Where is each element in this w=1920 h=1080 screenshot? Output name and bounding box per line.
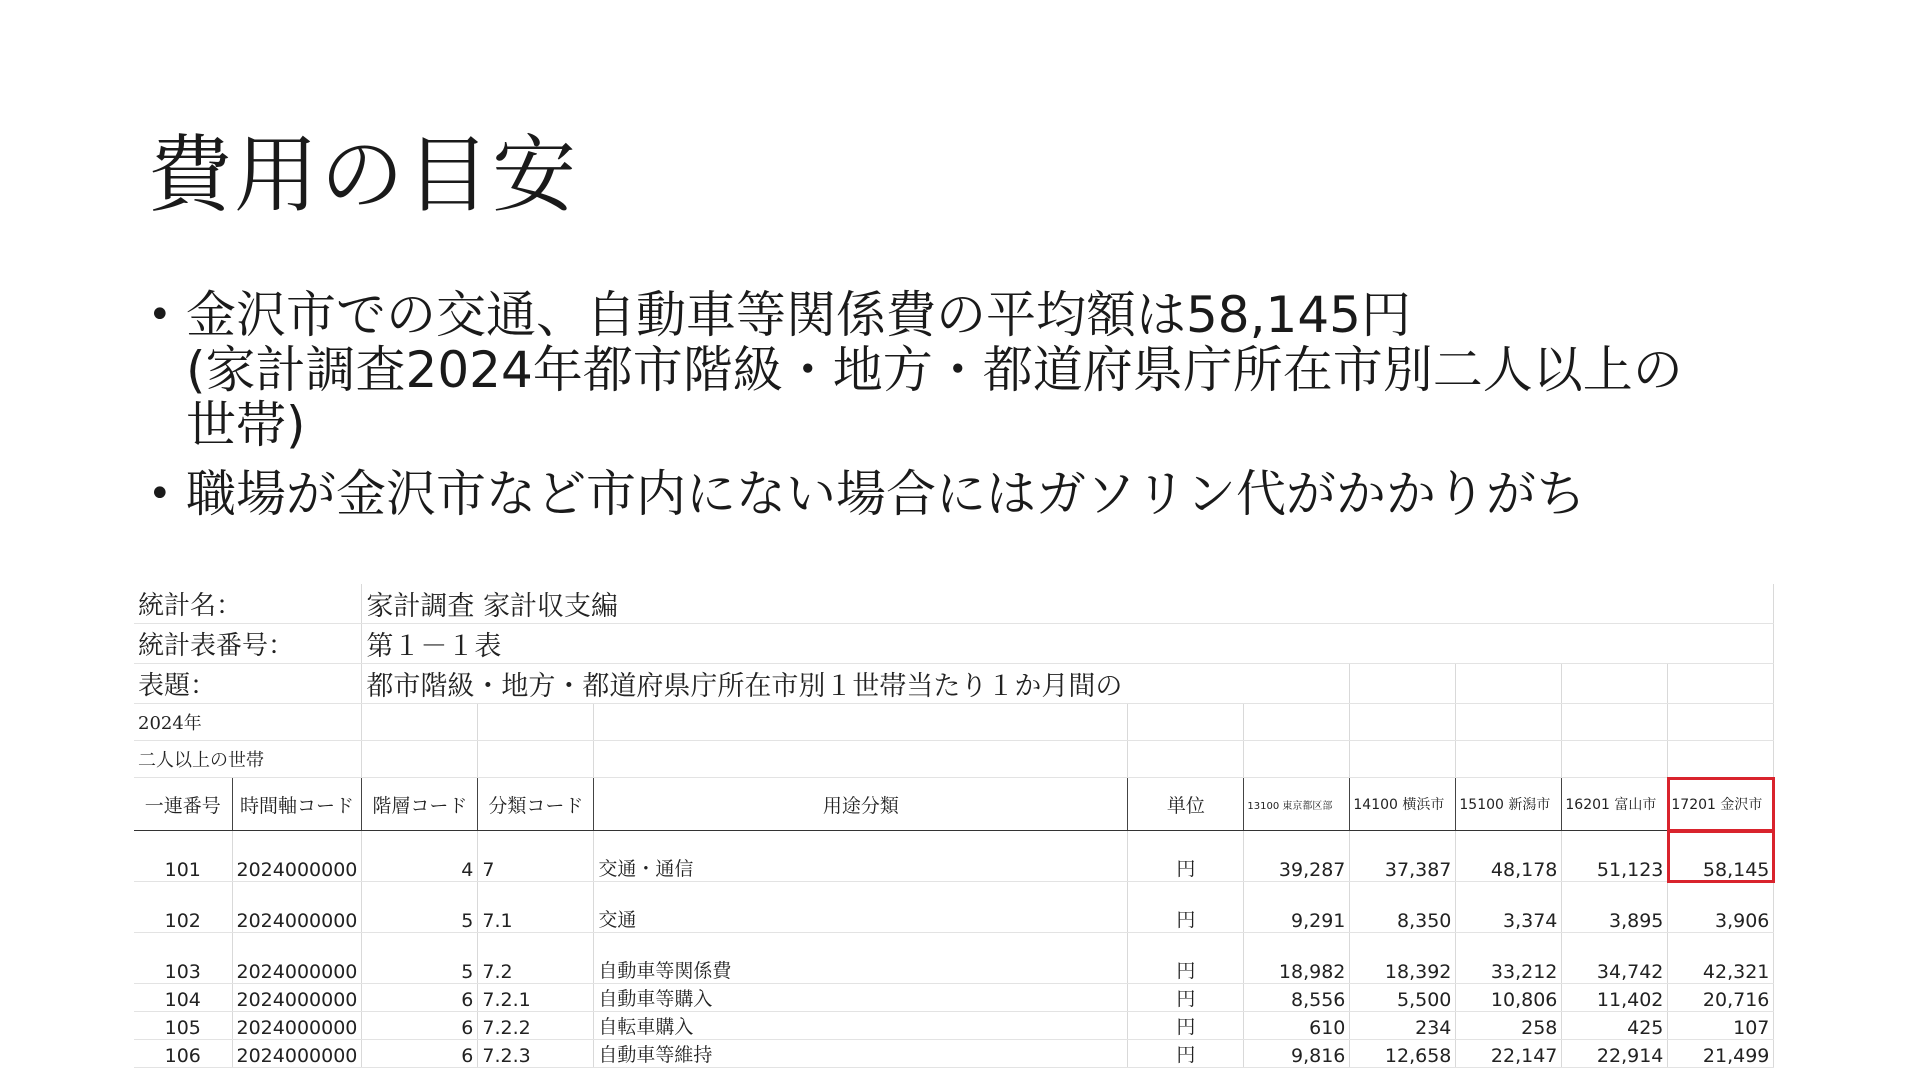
table-cell: 円: [1128, 831, 1244, 882]
table-cell: 7: [478, 831, 594, 882]
table-cell: 6: [362, 1040, 478, 1068]
bullet-text-cont: (家計調査2024年都市階級・地方・都道府県庁所在市別二人以上の: [186, 341, 1683, 399]
slide-title: 費用の目安: [148, 126, 579, 224]
table-cell: 102: [134, 882, 232, 933]
table-cell: 円: [1128, 933, 1244, 984]
bullet-item: [148, 467, 1868, 522]
column-header: 一連番号: [134, 778, 232, 831]
stats-table: [134, 584, 1774, 1068]
table-row: [134, 1012, 1774, 1040]
table-cell: 103: [134, 933, 232, 984]
bullet-text: 金沢市での交通、自動車等関係費の平均額は58,145円: [186, 286, 1411, 344]
bullet-text: 職場が金沢市など市内にない場合にはガソリン代がかかりがち: [186, 465, 1586, 523]
table-cell: 7.2.2: [478, 1012, 594, 1040]
table-cell: 円: [1128, 984, 1244, 1012]
table-row: [134, 933, 1774, 984]
table-cell: 自動車等購入: [594, 984, 1128, 1012]
value-cell: 51,123: [1562, 831, 1668, 882]
value-cell: 10,806: [1456, 984, 1562, 1012]
value-cell: 18,392: [1350, 933, 1456, 984]
value-cell: 3,895: [1562, 882, 1668, 933]
table-cell: 7.2.3: [478, 1040, 594, 1068]
table-cell: 6: [362, 984, 478, 1012]
value-cell: 37,387: [1350, 831, 1456, 882]
table-row: [134, 882, 1774, 933]
value-cell: 9,816: [1244, 1040, 1350, 1068]
value-cell: 42,321: [1668, 933, 1774, 984]
table-cell: 円: [1128, 1040, 1244, 1068]
stat-name-label: 統計名：: [134, 584, 362, 624]
value-cell: 258: [1456, 1012, 1562, 1040]
table-cell: 2024000000: [232, 984, 362, 1012]
table-cell: 106: [134, 1040, 232, 1068]
table-row: [134, 831, 1774, 882]
bullet-item: [148, 288, 1868, 453]
value-cell: 48,178: [1456, 831, 1562, 882]
value-cell: 425: [1562, 1012, 1668, 1040]
value-cell: 8,556: [1244, 984, 1350, 1012]
table-cell: 2024000000: [232, 831, 362, 882]
bullet-text-cont: 世帯): [186, 396, 306, 454]
bullet-icon: •: [148, 471, 172, 517]
table-cell: 円: [1128, 1012, 1244, 1040]
value-cell: 5,500: [1350, 984, 1456, 1012]
column-header-city-highlighted: 17201 金沢市: [1668, 778, 1774, 831]
table-cell: 2024000000: [232, 933, 362, 984]
value-cell: 20,716: [1668, 984, 1774, 1012]
value-cell: 610: [1244, 1012, 1350, 1040]
table-cell: 7.2: [478, 933, 594, 984]
value-cell: 34,742: [1562, 933, 1668, 984]
table-no-value: 第１－１表: [362, 624, 1774, 664]
year-cell: 2024年: [134, 704, 362, 741]
column-header: 分類コード: [478, 778, 594, 831]
table-cell: 7.1: [478, 882, 594, 933]
value-cell: 58,145: [1668, 831, 1774, 882]
table-header: [134, 778, 1774, 831]
value-cell: 22,914: [1562, 1040, 1668, 1068]
value-cell: 8,350: [1350, 882, 1456, 933]
value-cell: 11,402: [1562, 984, 1668, 1012]
table-no-label: 統計表番号：: [134, 624, 362, 664]
value-cell: 9,291: [1244, 882, 1350, 933]
column-header-city: 14100 横浜市: [1350, 778, 1456, 831]
caption-label: 表題：: [134, 664, 362, 704]
column-header-city: 16201 富山市: [1562, 778, 1668, 831]
bullet-list: [148, 288, 1868, 536]
value-cell: 12,658: [1350, 1040, 1456, 1068]
spreadsheet-screenshot: [134, 584, 1794, 1067]
column-header: 時間軸コード: [232, 778, 362, 831]
value-cell: 234: [1350, 1012, 1456, 1040]
value-cell: 3,906: [1668, 882, 1774, 933]
value-cell: 18,982: [1244, 933, 1350, 984]
table-cell: 5: [362, 882, 478, 933]
table-cell: 2024000000: [232, 882, 362, 933]
column-header-city: 15100 新潟市: [1456, 778, 1562, 831]
stat-name-value: 家計調査 家計収支編: [362, 584, 1774, 624]
column-header: 階層コード: [362, 778, 478, 831]
table-cell: 4: [362, 831, 478, 882]
table-cell: 円: [1128, 882, 1244, 933]
table-cell: 104: [134, 984, 232, 1012]
table-cell: 5: [362, 933, 478, 984]
table-cell: 2024000000: [232, 1040, 362, 1068]
table-row: [134, 1040, 1774, 1068]
table-cell: 自動車等関係費: [594, 933, 1128, 984]
column-header-city: 13100 東京都区部: [1244, 778, 1350, 831]
table-cell: 自動車等維持: [594, 1040, 1128, 1068]
table-body: [134, 831, 1774, 1068]
value-cell: 22,147: [1456, 1040, 1562, 1068]
table-cell: 交通: [594, 882, 1128, 933]
table-cell: 101: [134, 831, 232, 882]
table-cell: 105: [134, 1012, 232, 1040]
value-cell: 3,374: [1456, 882, 1562, 933]
table-cell: 7.2.1: [478, 984, 594, 1012]
table-cell: 2024000000: [232, 1012, 362, 1040]
value-cell: 33,212: [1456, 933, 1562, 984]
bullet-icon: •: [148, 292, 172, 338]
column-header: 用途分類: [594, 778, 1128, 831]
value-cell: 39,287: [1244, 831, 1350, 882]
value-cell: 21,499: [1668, 1040, 1774, 1068]
caption-value: 都市階級・地方・都道府県庁所在市別１世帯当たり１か月間の: [362, 664, 1350, 704]
table-cell: 自転車購入: [594, 1012, 1128, 1040]
value-cell: 107: [1668, 1012, 1774, 1040]
column-header: 単位: [1128, 778, 1244, 831]
household-cell: 二人以上の世帯: [134, 741, 362, 778]
table-cell: 6: [362, 1012, 478, 1040]
table-cell: 交通・通信: [594, 831, 1128, 882]
table-row: [134, 984, 1774, 1012]
